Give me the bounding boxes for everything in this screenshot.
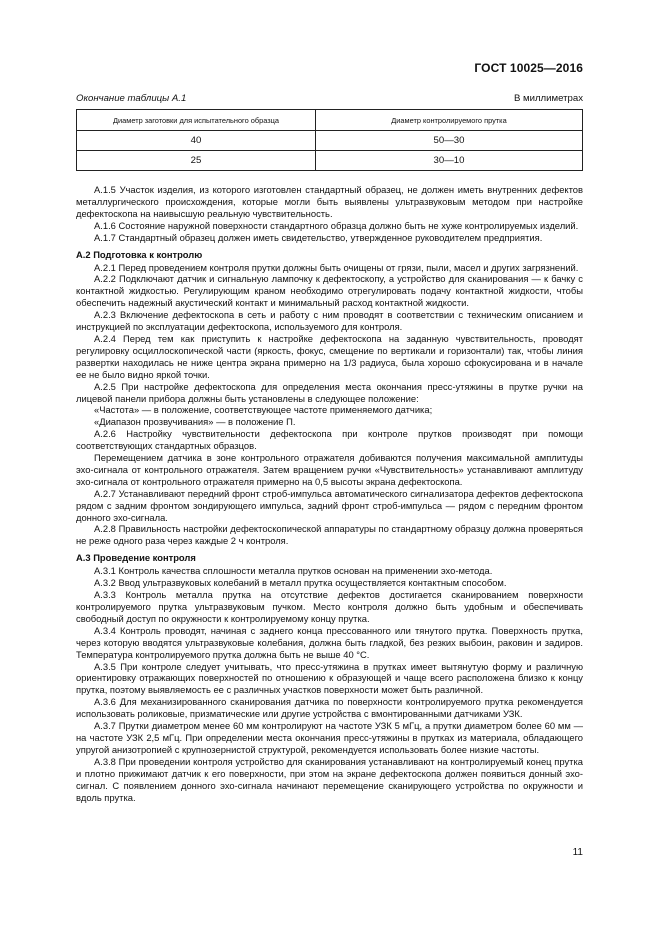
- paragraph-a1-7: А.1.7 Стандартный образец должен иметь свидетельство, утвержденное руководителем предприятия.: [94, 231, 543, 243]
- table-cell: 25: [77, 151, 316, 171]
- table-header-row: [77, 110, 583, 131]
- page-number: 11: [572, 847, 583, 858]
- paragraph-a2-3: А.2.3 Включение дефектоскопа в сеть и работу с ним проводят в соответствии с техническим описанием и инструкцией по эксплуатации дефектоскопа, используемого для контроля.: [76, 309, 583, 333]
- paragraph-a1-6: А.1.6 Состояние наружной поверхности стандартного образца должно быть не хуже контролируемых изделий.: [94, 219, 579, 231]
- paragraph-a2-7: А.2.7 Устанавливают передний фронт строб-импульса автоматического сигнализатора дефектов дефектоскопа рядом с задним фронтом зондирующего импульса, задний фронт строб-импульса — рядом с передним фронтом донного эхо-сигнала.: [76, 487, 583, 523]
- paragraph-a1-5: А.1.5 Участок изделия, из которого изготовлен стандартный образец, не должен иметь внутренних дефектов металлургического происхождения, которые могли быть выявлены ультразвуковым методом при настройке дефектоскопа на наивысшую реальную чувствительность.: [76, 184, 583, 219]
- table-cell: 30—10: [316, 151, 583, 171]
- paragraph-a2-5: А.2.5 При настройке дефектоскопа для определения места окончания пресс-утяжины в прутке ручки на лицевой панели прибора должны быть установлены в следующее положение:: [76, 380, 583, 404]
- paragraph-a2-2: А.2.2 Подключают датчик и сигнальную лампочку к дефектоскопу, а устройство для сканирования — к бачку с контактной жидкостью. Регулирующим краном необходимо отрегулировать подачу контактной жидкости, чтобы обеспечить надежный акустический контакт и минимальный расход контактной жидкости.: [76, 273, 583, 309]
- document-body: [76, 184, 583, 803]
- table-caption-row: [76, 93, 583, 104]
- paragraph-a2-6-continued: Перемещением датчика в зоне контрольного отражателя добиваются получения максимальной амплитуды эхо-сигнала от контрольного отражателя. Затем вращением ручки «Чувствительность» устанавливают амплитуду эхо-сигнала от контрольного отражателя примерно на 0,5 высоты экрана дефектоскопа.: [76, 452, 583, 487]
- paragraph-a2-1: А.2.1 Перед проведением контроля прутки должны быть очищены от грязи, пыли, масел и других загрязнений.: [94, 261, 579, 273]
- paragraph-a2-5-range: «Диапазон прозвучивания» — в положение П.: [94, 416, 296, 428]
- paragraph-a3-5: А.3.5 При контроле следует учитывать, что пресс-утяжина в прутках имеет вытянутую форму и различную ориентировку отражающих поверхностей по отношению к образующей и чаще всего расположена близко к концу прутка, поэтому выявляемость ее с различных участков поверхности может быть различной.: [76, 660, 583, 696]
- paragraph-a3-3: А.3.3 Контроль металла прутка на отсутствие дефектов достигается сканированием поверхности контролируемого прутка ультразвуковым пучком. Место контроля должно быть удобным и обеспечивать свободный доступ по окружности к контролируемому концу прутка.: [76, 589, 583, 624]
- paragraph-a2-8: А.2.8 Правильность настройки дефектоскопической аппаратуры по стандартному образцу должна проверяться не реже одного раза через каждые 2 ч контроля.: [76, 523, 583, 547]
- paragraph-a2-5-frequency: «Частота» — в положение, соответствующее частоте применяемого датчика;: [94, 404, 433, 416]
- table-cell: 50—30: [316, 131, 583, 151]
- section-heading-a2: А.2 Подготовка к контролю: [76, 248, 203, 260]
- table-row: [77, 151, 583, 171]
- paragraph-a3-2: А.3.2 Ввод ультразвуковых колебаний в металл прутка осуществляется контактным способом.: [94, 577, 507, 589]
- section-heading-a3: А.3 Проведение контроля: [76, 552, 196, 564]
- column-header-bar-diameter: Диаметр контролируемого прутка: [316, 110, 583, 131]
- standard-code: ГОСТ 10025—2016: [474, 61, 583, 75]
- column-header-blank-diameter: Диаметр заготовки для испытательного образца: [77, 110, 316, 131]
- paragraph-a2-4: А.2.4 Перед тем как приступить к настройке дефектоскопа на заданную чувствительность, проводят регулировку осциллоскопической части (яркость, фокус, смещение по вертикали и горизонтали) так, чтобы линия развертки находилась не ниже центра экрана примерно на 1/3 радиуса, была хорошо сфокусирована и в начале ее не было видно яркой точки.: [76, 332, 583, 380]
- table-units: В миллиметрах: [513, 93, 583, 104]
- diameter-table: [76, 109, 583, 171]
- paragraph-a3-8: А.3.8 При проведении контроля устройство для сканирования устанавливают на контролируемый конец прутка и плотно прижимают датчик к его поверхности, при этом на экране дефектоскопа должен появиться донный эхо-сигнал. С появлением донного эхо-сигнала начинают перемещение сканирующего устройства по окружности и вдоль прутка.: [76, 755, 583, 803]
- paragraph-a3-4: А.3.4 Контроль проводят, начиная с заднего конца прессованного или тянутого прутка. Поверхность прутка, через которую вводятся ультразвуковые колебания, должна быть гладкой, без резких выбоин, раковин и задиров. Температура контролируемого прутка должна быть не выше 40 °С.: [76, 624, 583, 660]
- paragraph-a2-6: А.2.6 Настройку чувствительности дефектоскопа при контроле прутков производят при помощи соответствующих стандартных образцов.: [76, 428, 583, 452]
- paragraph-a3-7: А.3.7 Прутки диаметром менее 60 мм контролируют на частоте УЗК 5 мГц, а прутки диаметром более 60 мм — на частоте УЗК 2,5 мГц. При определении места окончания пресс-утяжины в прутках из материала, обладающего упругой анизотропией с крупнозернистой структурой, рекомендуется использовать более низкие частоты.: [76, 720, 583, 755]
- table-cell: 40: [77, 131, 316, 151]
- paragraph-a3-6: А.3.6 Для механизированного сканирования датчика по поверхности контролируемого прутка рекомендуется использовать роликовые, призматические или другие устройства с вмонтированными датчиками УЗК.: [76, 696, 583, 720]
- table-row: [77, 131, 583, 151]
- paragraph-a3-1: А.3.1 Контроль качества сплошности металла прутков основан на применении эхо-метода.: [94, 565, 493, 577]
- table-caption: Окончание таблицы А.1: [76, 93, 187, 104]
